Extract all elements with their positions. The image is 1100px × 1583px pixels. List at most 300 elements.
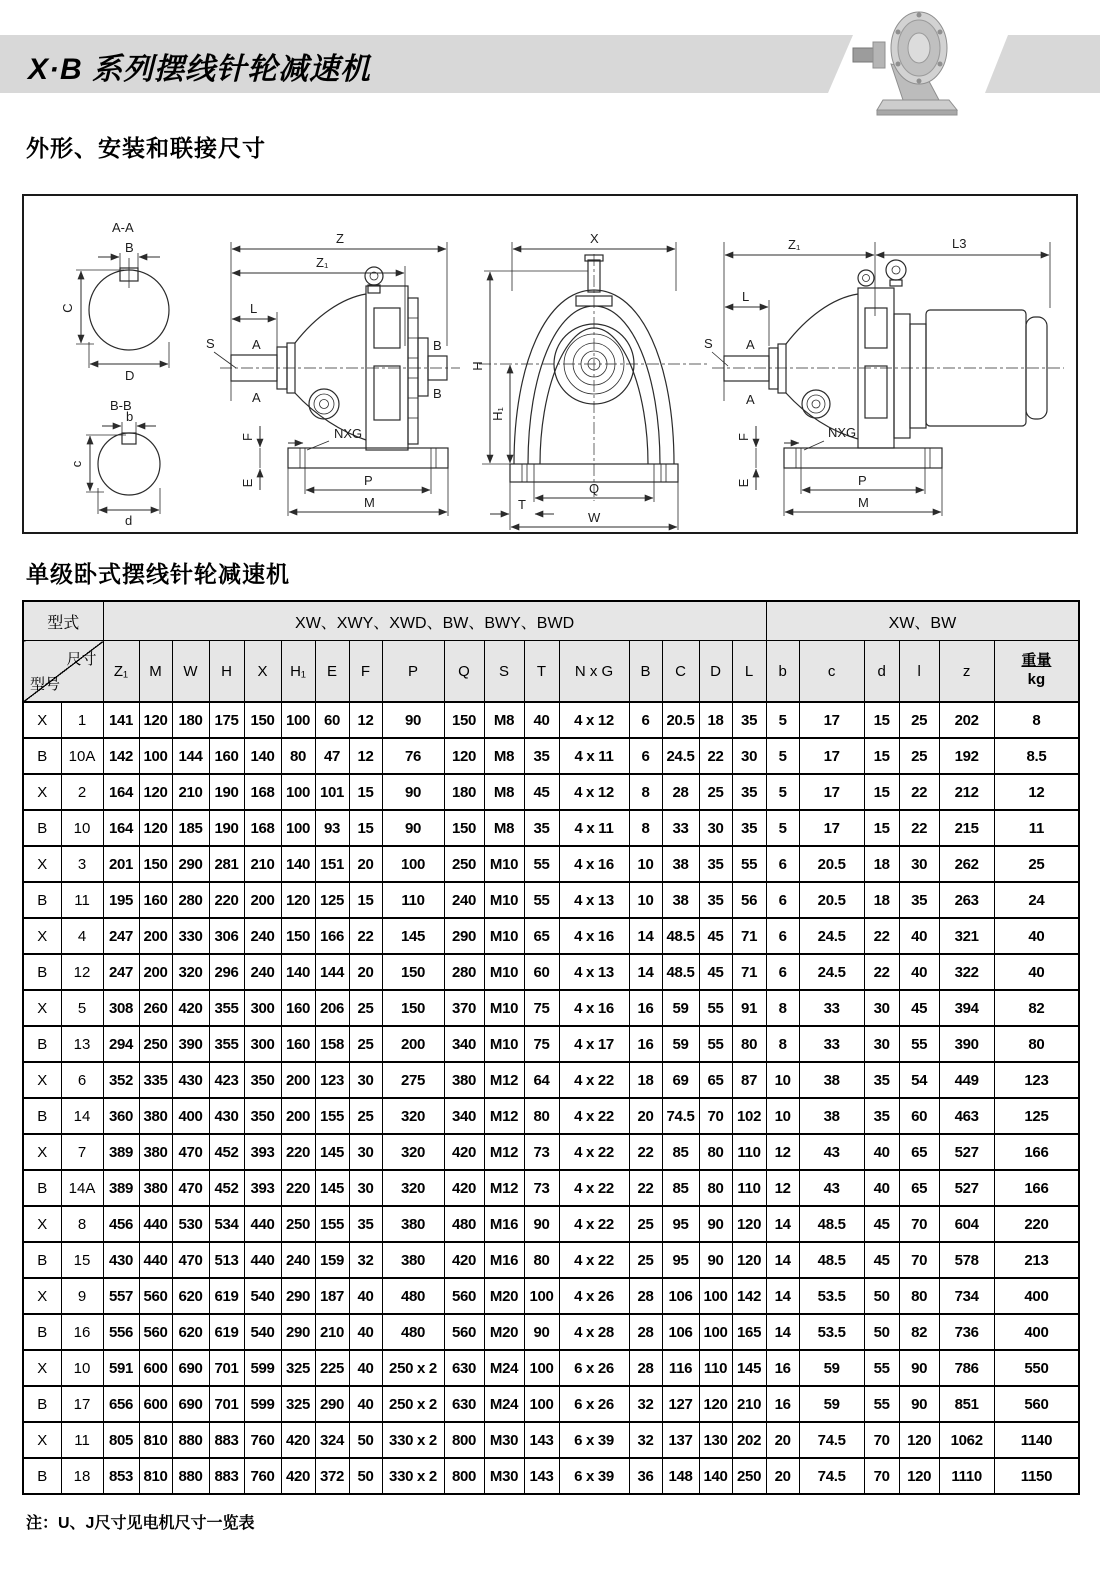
- value-cell: 25: [629, 1206, 662, 1242]
- dim-m-motor-label: M: [858, 495, 869, 510]
- value-cell: 15: [349, 774, 382, 810]
- value-cell: 4 x 11: [559, 810, 629, 846]
- value-cell: 760: [244, 1422, 281, 1458]
- value-cell: M30: [484, 1458, 524, 1494]
- value-cell: 619: [209, 1278, 244, 1314]
- series-cell: B: [23, 1242, 61, 1278]
- value-cell: 30: [732, 738, 766, 774]
- corner-model-label: 型号: [30, 676, 61, 693]
- front-view-drawing: [470, 231, 709, 530]
- value-cell: 578: [939, 1242, 994, 1278]
- value-cell: 20.5: [799, 846, 864, 882]
- value-cell: 45: [864, 1242, 899, 1278]
- value-cell: 620: [172, 1314, 209, 1350]
- value-cell: 43: [799, 1134, 864, 1170]
- value-cell: 290: [444, 918, 484, 954]
- model-cell: 1: [61, 702, 103, 738]
- value-cell: 74.5: [799, 1422, 864, 1458]
- value-cell: 50: [864, 1314, 899, 1350]
- value-cell: 10: [766, 1062, 799, 1098]
- value-cell: 48.5: [662, 918, 699, 954]
- value-cell: 290: [172, 846, 209, 882]
- value-cell: 22: [899, 810, 939, 846]
- value-cell: 28: [629, 1350, 662, 1386]
- value-cell: 38: [662, 846, 699, 882]
- value-cell: M20: [484, 1278, 524, 1314]
- value-cell: 120: [139, 774, 172, 810]
- value-cell: 6 x 39: [559, 1422, 629, 1458]
- value-cell: 12: [994, 774, 1079, 810]
- value-cell: 6 x 39: [559, 1458, 629, 1494]
- foot-hole-nxg-label: NXG: [334, 426, 363, 441]
- value-cell: 125: [994, 1098, 1079, 1134]
- value-cell: 55: [864, 1386, 899, 1422]
- value-cell: 736: [939, 1314, 994, 1350]
- dim-x-label: X: [590, 231, 599, 246]
- type-header: 型式: [23, 601, 103, 641]
- value-cell: 25: [699, 774, 732, 810]
- column-header: M: [139, 641, 172, 703]
- weight-header-text: 重量: [1021, 652, 1052, 670]
- value-cell: 40: [349, 1278, 382, 1314]
- value-cell: 321: [939, 918, 994, 954]
- value-cell: 155: [315, 1206, 349, 1242]
- section-a-bottom-label: A: [252, 390, 261, 405]
- value-cell: 15: [864, 810, 899, 846]
- value-cell: 449: [939, 1062, 994, 1098]
- value-cell: 330 x 2: [382, 1422, 444, 1458]
- series-cell: X: [23, 990, 61, 1026]
- value-cell: 82: [994, 990, 1079, 1026]
- table-row: [23, 1098, 1079, 1134]
- value-cell: 55: [699, 990, 732, 1026]
- value-cell: 142: [103, 738, 139, 774]
- value-cell: 530: [172, 1206, 209, 1242]
- value-cell: 215: [939, 810, 994, 846]
- value-cell: 38: [799, 1098, 864, 1134]
- column-header: B: [629, 641, 662, 703]
- value-cell: 6: [629, 702, 662, 738]
- value-cell: 40: [899, 954, 939, 990]
- value-cell: 50: [349, 1422, 382, 1458]
- series-cell: X: [23, 1134, 61, 1170]
- value-cell: 12: [349, 702, 382, 738]
- value-cell: 560: [139, 1314, 172, 1350]
- dim-t-label: T: [518, 497, 526, 512]
- value-cell: 340: [444, 1026, 484, 1062]
- value-cell: 75: [524, 1026, 559, 1062]
- value-cell: 372: [315, 1458, 349, 1494]
- value-cell: 470: [172, 1242, 209, 1278]
- value-cell: 380: [139, 1098, 172, 1134]
- value-cell: M12: [484, 1062, 524, 1098]
- value-cell: 150: [382, 954, 444, 990]
- model-cell: 6: [61, 1062, 103, 1098]
- value-cell: 325: [281, 1350, 315, 1386]
- column-header: b: [766, 641, 799, 703]
- series-cell: B: [23, 1314, 61, 1350]
- value-cell: 123: [315, 1062, 349, 1098]
- value-cell: 164: [103, 774, 139, 810]
- group2-header: XW、BW: [766, 601, 1079, 641]
- table-row: [23, 1278, 1079, 1314]
- column-header-row: [23, 641, 1079, 703]
- value-cell: 212: [939, 774, 994, 810]
- dim-f-label: F: [240, 433, 255, 441]
- value-cell: 15: [864, 702, 899, 738]
- value-cell: 30: [699, 810, 732, 846]
- value-cell: 5: [766, 774, 799, 810]
- value-cell: 4 x 13: [559, 882, 629, 918]
- value-cell: 160: [281, 1026, 315, 1062]
- value-cell: 262: [939, 846, 994, 882]
- value-cell: 420: [281, 1422, 315, 1458]
- section-a-bottom-motor-label: A: [746, 392, 755, 407]
- value-cell: 35: [899, 882, 939, 918]
- value-cell: 883: [209, 1458, 244, 1494]
- value-cell: 116: [662, 1350, 699, 1386]
- value-cell: 810: [139, 1422, 172, 1458]
- value-cell: 180: [172, 702, 209, 738]
- value-cell: 168: [244, 774, 281, 810]
- series-cell: B: [23, 1026, 61, 1062]
- value-cell: 145: [382, 918, 444, 954]
- value-cell: M8: [484, 738, 524, 774]
- value-cell: 690: [172, 1350, 209, 1386]
- dim-b-upper-label: B: [125, 240, 134, 255]
- value-cell: 17: [799, 738, 864, 774]
- value-cell: 335: [139, 1062, 172, 1098]
- value-cell: 90: [899, 1386, 939, 1422]
- value-cell: 145: [732, 1350, 766, 1386]
- value-cell: 82: [899, 1314, 939, 1350]
- value-cell: 40: [349, 1350, 382, 1386]
- model-cell: 17: [61, 1386, 103, 1422]
- column-header: X: [244, 641, 281, 703]
- value-cell: 25: [994, 846, 1079, 882]
- value-cell: 14: [766, 1206, 799, 1242]
- value-cell: 540: [244, 1314, 281, 1350]
- value-cell: 394: [939, 990, 994, 1026]
- value-cell: 380: [382, 1242, 444, 1278]
- value-cell: 17: [799, 810, 864, 846]
- table-row: [23, 1026, 1079, 1062]
- model-cell: 4: [61, 918, 103, 954]
- section-outline-title: 外形、安装和联接尺寸: [26, 135, 266, 161]
- value-cell: 250: [139, 1026, 172, 1062]
- value-cell: 75: [524, 990, 559, 1026]
- value-cell: 10: [629, 846, 662, 882]
- dim-d-upper-label: D: [125, 368, 135, 383]
- value-cell: M10: [484, 1026, 524, 1062]
- value-cell: 10: [766, 1098, 799, 1134]
- value-cell: 4 x 22: [559, 1062, 629, 1098]
- value-cell: 33: [799, 1026, 864, 1062]
- value-cell: 250 x 2: [382, 1350, 444, 1386]
- value-cell: M10: [484, 990, 524, 1026]
- value-cell: 165: [732, 1314, 766, 1350]
- value-cell: 247: [103, 918, 139, 954]
- value-cell: 200: [244, 882, 281, 918]
- value-cell: 306: [209, 918, 244, 954]
- model-cell: 8: [61, 1206, 103, 1242]
- value-cell: 20: [766, 1422, 799, 1458]
- value-cell: 60: [899, 1098, 939, 1134]
- series-cell: B: [23, 1386, 61, 1422]
- value-cell: 440: [139, 1206, 172, 1242]
- value-cell: 760: [244, 1458, 281, 1494]
- table-row: [23, 738, 1079, 774]
- series-cell: X: [23, 774, 61, 810]
- value-cell: 4 x 22: [559, 1134, 629, 1170]
- value-cell: 290: [281, 1278, 315, 1314]
- value-cell: 324: [315, 1422, 349, 1458]
- column-header: Q: [444, 641, 484, 703]
- value-cell: 22: [629, 1134, 662, 1170]
- value-cell: 16: [629, 990, 662, 1026]
- value-cell: 59: [799, 1350, 864, 1386]
- model-cell: 14: [61, 1098, 103, 1134]
- value-cell: 18: [629, 1062, 662, 1098]
- value-cell: 240: [244, 954, 281, 990]
- table-row: [23, 1062, 1079, 1098]
- value-cell: 470: [172, 1134, 209, 1170]
- value-cell: 100: [524, 1350, 559, 1386]
- value-cell: 150: [382, 990, 444, 1026]
- value-cell: 5: [766, 738, 799, 774]
- value-cell: 28: [629, 1278, 662, 1314]
- value-cell: 296: [209, 954, 244, 990]
- dim-c-upper-label: C: [60, 303, 75, 313]
- value-cell: 100: [281, 810, 315, 846]
- value-cell: 22: [699, 738, 732, 774]
- value-cell: 90: [382, 702, 444, 738]
- value-cell: 38: [662, 882, 699, 918]
- value-cell: M12: [484, 1098, 524, 1134]
- table-row: [23, 846, 1079, 882]
- value-cell: 6: [766, 846, 799, 882]
- value-cell: 220: [994, 1206, 1079, 1242]
- value-cell: 380: [382, 1206, 444, 1242]
- table-row: [23, 882, 1079, 918]
- value-cell: 48.5: [799, 1242, 864, 1278]
- value-cell: 16: [766, 1350, 799, 1386]
- value-cell: 213: [994, 1242, 1079, 1278]
- value-cell: 320: [172, 954, 209, 990]
- value-cell: 6 x 26: [559, 1386, 629, 1422]
- value-cell: 320: [382, 1098, 444, 1134]
- value-cell: 210: [172, 774, 209, 810]
- value-cell: 4 x 16: [559, 990, 629, 1026]
- value-cell: 150: [244, 702, 281, 738]
- value-cell: 32: [349, 1242, 382, 1278]
- value-cell: 71: [732, 954, 766, 990]
- value-cell: 15: [864, 774, 899, 810]
- value-cell: 206: [315, 990, 349, 1026]
- value-cell: 620: [172, 1278, 209, 1314]
- value-cell: M24: [484, 1386, 524, 1422]
- value-cell: 25: [629, 1242, 662, 1278]
- column-header: d: [864, 641, 899, 703]
- table-row: [23, 990, 1079, 1026]
- series-cell: X: [23, 918, 61, 954]
- value-cell: 40: [899, 918, 939, 954]
- dim-z1-label: Z₁: [316, 255, 329, 270]
- value-cell: 120: [444, 738, 484, 774]
- value-cell: 805: [103, 1422, 139, 1458]
- column-header: F: [349, 641, 382, 703]
- value-cell: 40: [994, 954, 1079, 990]
- value-cell: 50: [349, 1458, 382, 1494]
- series-cell: B: [23, 738, 61, 774]
- value-cell: 12: [766, 1170, 799, 1206]
- value-cell: 22: [629, 1170, 662, 1206]
- value-cell: 40: [349, 1314, 382, 1350]
- value-cell: 48.5: [662, 954, 699, 990]
- value-cell: 150: [444, 702, 484, 738]
- value-cell: 20: [766, 1458, 799, 1494]
- value-cell: 90: [899, 1350, 939, 1386]
- value-cell: 20.5: [799, 882, 864, 918]
- value-cell: 36: [629, 1458, 662, 1494]
- value-cell: 64: [524, 1062, 559, 1098]
- value-cell: 160: [139, 882, 172, 918]
- value-cell: 420: [172, 990, 209, 1026]
- value-cell: 80: [281, 738, 315, 774]
- value-cell: 35: [864, 1098, 899, 1134]
- weight-header: [994, 641, 1079, 703]
- value-cell: 400: [994, 1314, 1079, 1350]
- value-cell: 144: [172, 738, 209, 774]
- value-cell: 45: [699, 954, 732, 990]
- value-cell: 40: [864, 1134, 899, 1170]
- table-row: [23, 702, 1079, 738]
- value-cell: 690: [172, 1386, 209, 1422]
- value-cell: 80: [994, 1026, 1079, 1062]
- value-cell: 202: [732, 1422, 766, 1458]
- value-cell: 106: [662, 1278, 699, 1314]
- column-header: z: [939, 641, 994, 703]
- weight-unit-text: kg: [1027, 671, 1046, 688]
- value-cell: 74.5: [799, 1458, 864, 1494]
- model-cell: 15: [61, 1242, 103, 1278]
- value-cell: 25: [349, 990, 382, 1026]
- value-cell: 534: [209, 1206, 244, 1242]
- value-cell: 80: [732, 1026, 766, 1062]
- value-cell: 70: [899, 1242, 939, 1278]
- value-cell: 53.5: [799, 1314, 864, 1350]
- value-cell: 12: [349, 738, 382, 774]
- value-cell: 45: [864, 1206, 899, 1242]
- value-cell: 32: [629, 1422, 662, 1458]
- table-body: [23, 702, 1079, 1494]
- value-cell: 4 x 26: [559, 1278, 629, 1314]
- value-cell: 155: [315, 1098, 349, 1134]
- value-cell: 90: [524, 1206, 559, 1242]
- dim-h1-label: H₁: [490, 407, 505, 421]
- value-cell: 70: [864, 1422, 899, 1458]
- value-cell: 4 x 22: [559, 1170, 629, 1206]
- value-cell: 80: [699, 1134, 732, 1170]
- column-header: H: [209, 641, 244, 703]
- value-cell: 4 x 22: [559, 1242, 629, 1278]
- section-aa-label: A-A: [112, 220, 134, 235]
- value-cell: 300: [244, 990, 281, 1026]
- value-cell: 55: [899, 1026, 939, 1062]
- side-view-drawing: [206, 231, 460, 516]
- dim-l3-label: L3: [952, 236, 967, 251]
- value-cell: 14: [766, 1278, 799, 1314]
- value-cell: 480: [382, 1314, 444, 1350]
- value-cell: 470: [172, 1170, 209, 1206]
- value-cell: 100: [281, 702, 315, 738]
- value-cell: 24.5: [662, 738, 699, 774]
- value-cell: 389: [103, 1134, 139, 1170]
- value-cell: 1140: [994, 1422, 1079, 1458]
- value-cell: 100: [382, 846, 444, 882]
- value-cell: 355: [209, 1026, 244, 1062]
- value-cell: 4 x 16: [559, 846, 629, 882]
- value-cell: 420: [281, 1458, 315, 1494]
- column-header: C: [662, 641, 699, 703]
- value-cell: 100: [139, 738, 172, 774]
- value-cell: 430: [172, 1062, 209, 1098]
- page-title: X·B 系列摆线针轮减速机: [28, 53, 371, 86]
- value-cell: 65: [699, 1062, 732, 1098]
- value-cell: 294: [103, 1026, 139, 1062]
- value-cell: 220: [281, 1134, 315, 1170]
- value-cell: 10: [629, 882, 662, 918]
- value-cell: M8: [484, 810, 524, 846]
- value-cell: 557: [103, 1278, 139, 1314]
- model-cell: 11: [61, 882, 103, 918]
- value-cell: 452: [209, 1170, 244, 1206]
- value-cell: 100: [699, 1314, 732, 1350]
- dim-p-motor-label: P: [858, 473, 867, 488]
- dim-p-label: P: [364, 473, 373, 488]
- value-cell: 73: [524, 1134, 559, 1170]
- value-cell: 463: [939, 1098, 994, 1134]
- dim-b-lower-label: b: [126, 409, 134, 424]
- value-cell: 70: [899, 1206, 939, 1242]
- value-cell: 120: [139, 810, 172, 846]
- value-cell: 55: [524, 846, 559, 882]
- series-cell: B: [23, 954, 61, 990]
- table-row: [23, 1350, 1079, 1386]
- value-cell: 164: [103, 810, 139, 846]
- column-header: L: [732, 641, 766, 703]
- value-cell: 880: [172, 1458, 209, 1494]
- value-cell: 4 x 12: [559, 774, 629, 810]
- value-cell: 22: [349, 918, 382, 954]
- value-cell: 527: [939, 1170, 994, 1206]
- value-cell: 100: [281, 774, 315, 810]
- value-cell: 120: [899, 1422, 939, 1458]
- value-cell: 320: [382, 1134, 444, 1170]
- value-cell: 85: [662, 1170, 699, 1206]
- value-cell: 851: [939, 1386, 994, 1422]
- value-cell: 106: [662, 1314, 699, 1350]
- value-cell: 65: [524, 918, 559, 954]
- model-cell: 2: [61, 774, 103, 810]
- table-row: [23, 1458, 1079, 1494]
- value-cell: 16: [629, 1026, 662, 1062]
- dim-h-label: H: [470, 361, 485, 371]
- value-cell: 4 x 17: [559, 1026, 629, 1062]
- value-cell: 600: [139, 1386, 172, 1422]
- value-cell: 87: [732, 1062, 766, 1098]
- value-cell: 17: [799, 702, 864, 738]
